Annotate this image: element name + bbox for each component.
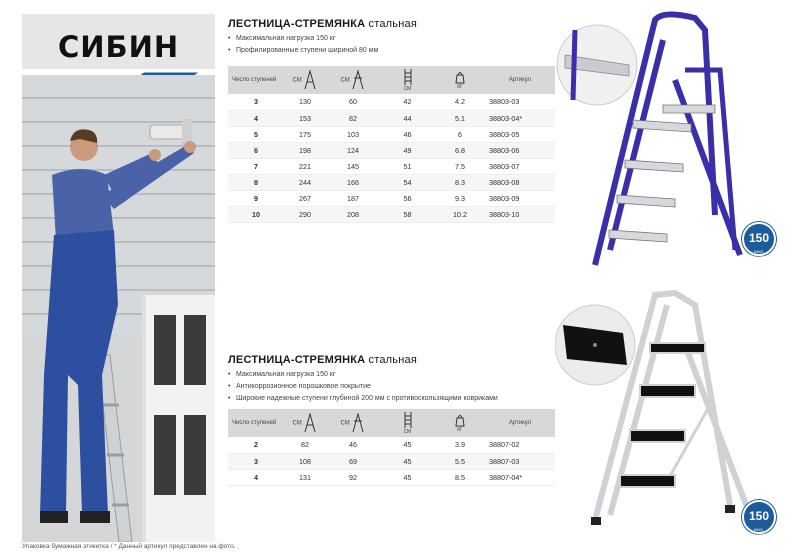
table-cell: 38803-05 xyxy=(485,126,555,142)
table-cell: 60 xyxy=(326,94,380,110)
table-cell: 6 xyxy=(435,126,485,142)
table-cell: 38803-08 xyxy=(485,174,555,190)
table-cell: 82 xyxy=(326,110,380,126)
table-cell: 208 xyxy=(326,206,380,222)
col-article-header: Артикул xyxy=(508,420,532,426)
table-row xyxy=(228,206,555,222)
col-height-header xyxy=(284,66,326,94)
worker-photo xyxy=(22,75,215,542)
product2-spec-table xyxy=(228,409,555,486)
col-weight-header xyxy=(435,66,485,94)
unit-label: СМ xyxy=(292,420,302,427)
table-row xyxy=(228,190,555,206)
col-platform-header xyxy=(326,409,380,437)
table-cell: 8.5 xyxy=(435,469,485,485)
table-cell: 38803-10 xyxy=(485,206,555,222)
ladder-width-icon xyxy=(403,411,413,429)
table-cell: 38807-02 xyxy=(485,437,555,453)
table-cell: 2 xyxy=(228,437,284,453)
badge-label: МАКС. НАГРУЗКА, КГ xyxy=(747,528,771,536)
max-load-badge xyxy=(742,222,776,256)
product2-feature: • Максимальная нагрузка 150 кг xyxy=(228,369,498,381)
table-row xyxy=(228,142,555,158)
ladder-height-icon xyxy=(303,70,317,90)
footnote-caption: Упаковка бумажная этикетка / * Данный артикул представлен на фото. xyxy=(22,543,236,550)
table-cell: 38803-07 xyxy=(485,158,555,174)
table-cell: 124 xyxy=(326,142,380,158)
table-cell: 6.8 xyxy=(435,142,485,158)
product2-feature: • Широкие надежные ступени глубиной 200 мм с противоскользящими ковриками xyxy=(228,393,498,405)
col-height-header xyxy=(284,409,326,437)
table-cell: 130 xyxy=(284,94,326,110)
table-cell: 42 xyxy=(380,94,435,110)
table-cell: 58 xyxy=(380,206,435,222)
table-cell: 69 xyxy=(326,453,380,469)
table-cell: 108 xyxy=(284,453,326,469)
unit-label: СМ xyxy=(292,77,302,84)
table-cell: 46 xyxy=(380,126,435,142)
table-header-row xyxy=(228,409,555,437)
table-cell: 38803-03 xyxy=(485,94,555,110)
table-row xyxy=(228,94,555,110)
table-cell: 4 xyxy=(228,469,284,485)
table-cell: 38803-06 xyxy=(485,142,555,158)
table-cell: 9.3 xyxy=(435,190,485,206)
table-row xyxy=(228,174,555,190)
table-cell: 38807-04* xyxy=(485,469,555,485)
unit-label: КГ xyxy=(457,84,463,90)
table-header-row xyxy=(228,66,555,94)
brand-logo: СИБИН xyxy=(58,30,180,64)
ladder-width-icon xyxy=(403,68,413,86)
table-row xyxy=(228,126,555,142)
table-cell: 51 xyxy=(380,158,435,174)
table-cell: 45 xyxy=(380,469,435,485)
max-load-badge xyxy=(742,500,776,534)
table-row xyxy=(228,469,555,485)
table-cell: 49 xyxy=(380,142,435,158)
unit-label: СМ xyxy=(403,86,412,92)
table-cell: 4 xyxy=(228,110,284,126)
table-cell: 244 xyxy=(284,174,326,190)
table-cell: 38803-04* xyxy=(485,110,555,126)
col-weight-header xyxy=(435,409,485,437)
table-cell: 145 xyxy=(326,158,380,174)
table-cell: 221 xyxy=(284,158,326,174)
product1-feature: • Максимальная нагрузка 150 кг xyxy=(228,33,378,45)
col-platform-header xyxy=(326,66,380,94)
table-cell: 175 xyxy=(284,126,326,142)
table-cell: 46 xyxy=(326,437,380,453)
table-cell: 10.2 xyxy=(435,206,485,222)
table-cell: 54 xyxy=(380,174,435,190)
table-cell: 8.3 xyxy=(435,174,485,190)
table-cell: 45 xyxy=(380,453,435,469)
ladder-height-icon xyxy=(303,413,317,433)
table-cell: 3 xyxy=(228,94,284,110)
product2-title-main: ЛЕСТНИЦА-СТРЕМЯНКА xyxy=(228,354,366,366)
table-cell: 198 xyxy=(284,142,326,158)
unit-label: КГ xyxy=(457,427,463,433)
table-cell: 38803-09 xyxy=(485,190,555,206)
table-cell: 6 xyxy=(228,142,284,158)
table-cell: 44 xyxy=(380,110,435,126)
table-row xyxy=(228,437,555,453)
brand-logo-panel xyxy=(22,14,215,69)
table-cell: 267 xyxy=(284,190,326,206)
weight-icon xyxy=(454,70,466,84)
table-cell: 131 xyxy=(284,469,326,485)
table-cell: 187 xyxy=(326,190,380,206)
table-cell: 38807-03 xyxy=(485,453,555,469)
table-cell: 10 xyxy=(228,206,284,222)
table-cell: 7 xyxy=(228,158,284,174)
table-cell: 56 xyxy=(380,190,435,206)
table-cell: 166 xyxy=(326,174,380,190)
table-cell: 5 xyxy=(228,126,284,142)
table-cell: 9 xyxy=(228,190,284,206)
platform-height-icon xyxy=(351,413,365,433)
unit-label: СМ xyxy=(340,77,350,84)
col-steps-header: Число ступеней xyxy=(232,77,277,83)
table-cell: 153 xyxy=(284,110,326,126)
unit-label: СМ xyxy=(340,420,350,427)
product2-title xyxy=(228,354,417,366)
table-cell: 5.1 xyxy=(435,110,485,126)
col-width-header xyxy=(380,409,435,437)
table-cell: 290 xyxy=(284,206,326,222)
col-width-header xyxy=(380,66,435,94)
table-row xyxy=(228,453,555,469)
product2-feature: • Антикоррозионное порошковое покрытие xyxy=(228,381,498,393)
table-cell: 7.5 xyxy=(435,158,485,174)
table-cell: 82 xyxy=(284,437,326,453)
table-cell: 3.9 xyxy=(435,437,485,453)
badge-value: 150 xyxy=(748,231,770,245)
table-cell: 5.5 xyxy=(435,453,485,469)
col-steps-header: Число ступеней xyxy=(232,420,277,426)
table-cell: 103 xyxy=(326,126,380,142)
product1-features xyxy=(228,33,378,57)
product2-title-sub: стальная xyxy=(368,354,417,366)
product1-spec-table xyxy=(228,66,555,223)
badge-value: 150 xyxy=(748,509,770,523)
product1-title-main: ЛЕСТНИЦА-СТРЕМЯНКА xyxy=(228,18,366,30)
table-row xyxy=(228,158,555,174)
table-cell: 8 xyxy=(228,174,284,190)
table-cell: 3 xyxy=(228,453,284,469)
table-cell: 4.2 xyxy=(435,94,485,110)
product1-title xyxy=(228,18,417,30)
product2-features xyxy=(228,369,498,405)
unit-label: СМ xyxy=(403,429,412,435)
table-cell: 45 xyxy=(380,437,435,453)
worker-figure xyxy=(22,75,215,542)
badge-label: МАКС. НАГРУЗКА, КГ xyxy=(747,250,771,258)
product1-feature: • Профилированные ступени шириной 80 мм xyxy=(228,45,378,57)
weight-icon xyxy=(454,413,466,427)
table-row xyxy=(228,110,555,126)
col-article-header: Артикул xyxy=(508,77,532,83)
platform-height-icon xyxy=(351,70,365,90)
product1-title-sub: стальная xyxy=(368,18,417,30)
table-cell: 92 xyxy=(326,469,380,485)
